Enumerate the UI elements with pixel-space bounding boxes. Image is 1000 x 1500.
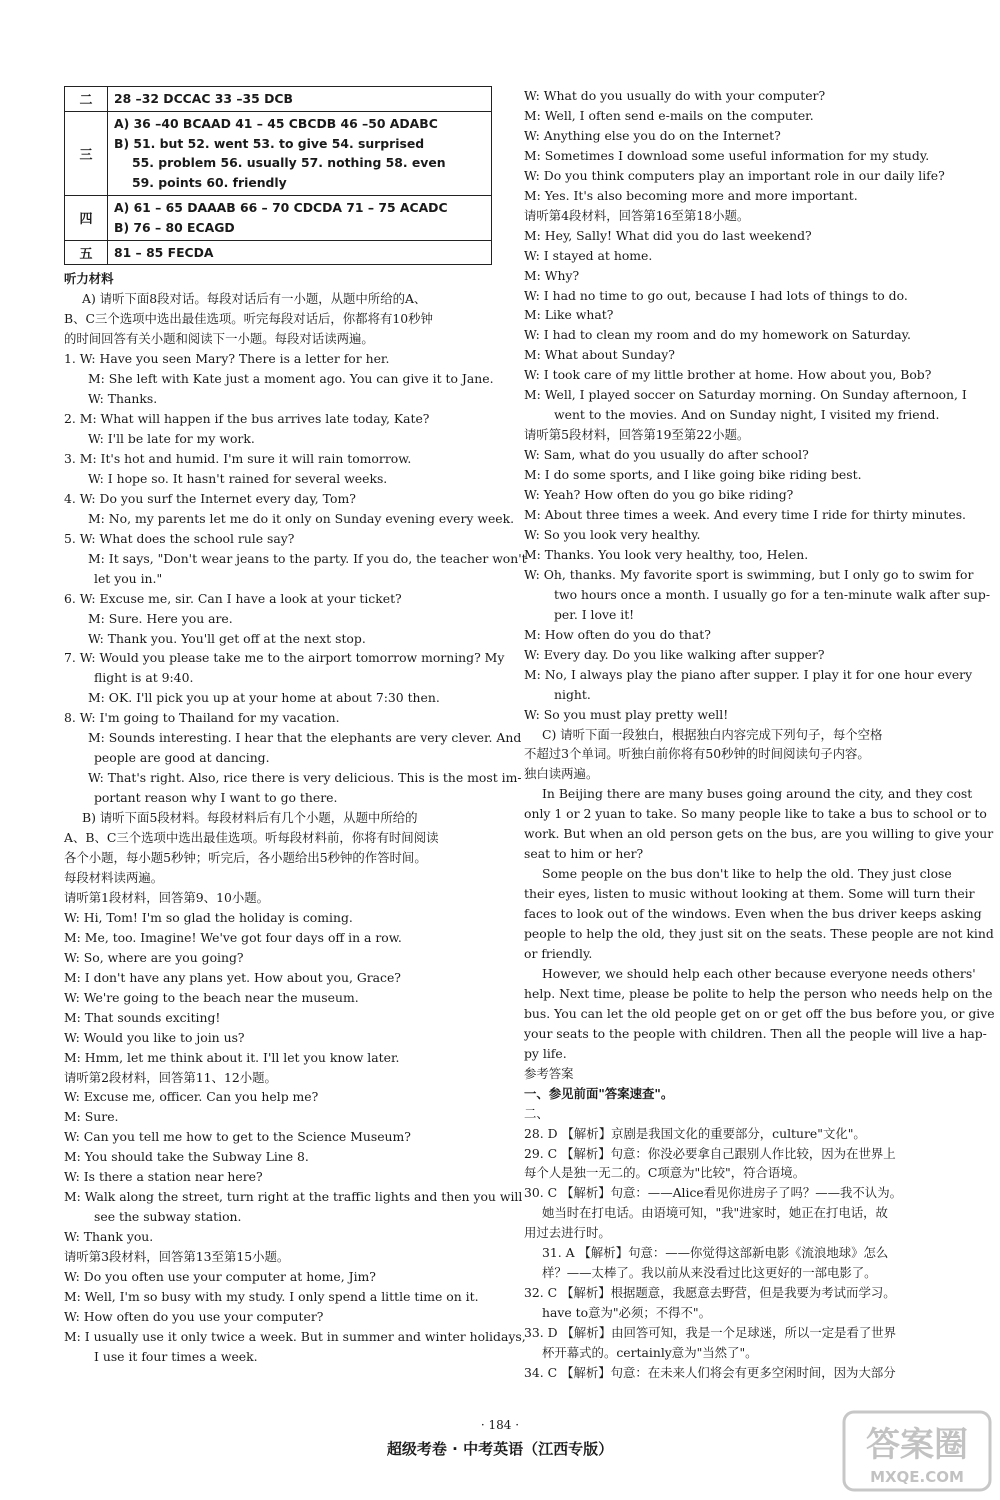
section-answers — [108, 195, 492, 240]
text-line: 32. C 【解析】根据题意，我愿意去野营，但是我要为考试而学习。 — [524, 1285, 896, 1301]
text-line: 2. M: What will happen if the bus arrives late today, Kate? — [64, 411, 430, 427]
text-line: M: Hey, Sally! What did you do last weekend? — [524, 227, 812, 243]
answer-line: 55. problem 56. usually 57. nothing 58. even — [132, 155, 446, 171]
text-line: M: Sounds interesting. I hear that the elephants are very clever. And — [88, 730, 522, 746]
answer-section-row — [65, 111, 492, 195]
text-line: 独白读两遍。 — [524, 766, 599, 782]
text-line: M: Well, I'm so busy with my study. I only spend a little time on it. — [64, 1288, 479, 1304]
text-line: M: How often do you do that? — [524, 626, 711, 642]
text-line: M: Sure. Here you are. — [88, 610, 233, 626]
text-line: 样？——太棒了。我以前从来没看过比这更好的一部电影了。 — [542, 1265, 877, 1281]
text-line: 各个小题，每小题5秒钟；听完后，各小题给出5秒钟的作答时间。 — [64, 850, 427, 866]
listening-script-right — [524, 86, 995, 1383]
answer-section-row — [65, 195, 492, 240]
text-line: two hours once a month. I usually go for a ten-minute walk after sup- — [554, 586, 991, 602]
text-line: W: Oh, thanks. My favorite sport is swimming, but I only go to swim for — [524, 566, 974, 582]
text-line: W: I took care of my little brother at home. How about you, Bob? — [524, 367, 932, 383]
text-line: W: How often do you use your computer? — [64, 1308, 324, 1324]
answer-key-table — [64, 86, 492, 265]
text-line: W: So you look very healthy. — [524, 526, 701, 542]
text-line: M: I do some sports, and I like going bike riding best. — [524, 467, 862, 483]
text-line: M: That sounds exciting! — [64, 1009, 221, 1025]
text-line: W: Sam, what do you usually do after school? — [524, 447, 809, 463]
text-line: W: We're going to the beach near the museum. — [64, 989, 359, 1005]
text-line: W: I hope so. It hasn't rained for several weeks. — [88, 470, 388, 486]
text-line: per. I love it! — [554, 606, 635, 622]
answer-line: B) 76 – 80 ECAGD — [114, 219, 235, 235]
text-line: 请听第5段材料，回答第19至第22小题。 — [524, 427, 750, 443]
text-line: 8. W: I'm going to Thailand for my vacation. — [64, 710, 340, 726]
listening-script-left — [64, 269, 527, 1366]
text-line: W: Is there a station near here? — [64, 1169, 263, 1185]
text-line: portant reason why I want to go there. — [94, 790, 338, 806]
text-line: 5. W: What does the school rule say? — [64, 530, 295, 546]
text-line: 4. W: Do you surf the Internet every day, Tom? — [64, 490, 356, 506]
text-line: W: Yeah? How often do you go bike riding? — [524, 487, 794, 503]
text-line: 请听第1段材料，回答第9、10小题。 — [64, 889, 270, 905]
text-line: W: Anything else you do on the Internet? — [524, 127, 781, 143]
text-line: 的时间回答有关小题和阅读下一小题。每段对话读两遍。 — [64, 331, 374, 347]
text-line: 她当时在打电话。由语境可知，"我"进家时，她正在打电话，故 — [542, 1205, 888, 1221]
text-line: B、C三个选项中选出最佳选项。听完每段对话后，你都将有10秒钟 — [64, 311, 433, 327]
book-title: 超级考卷 · 中考英语（江西专版） — [386, 1440, 614, 1458]
page-number: · 184 · — [480, 1418, 520, 1432]
text-line: people are good at dancing. — [94, 750, 270, 766]
text-line: However, we should help each other because everyone needs others' — [542, 965, 976, 981]
text-line: 33. D 【解析】由回答可知，我是一个足球迷，所以一定是看了世界 — [524, 1325, 897, 1341]
text-line: W: Would you like to join us? — [64, 1029, 245, 1045]
text-line: M: Like what? — [524, 307, 614, 323]
text-line: W: So you must play pretty well! — [524, 706, 729, 722]
text-line: W: Do you often use your computer at home, Jim? — [64, 1269, 376, 1285]
text-line: M: Walk along the street, turn right at the traffic lights and then you will — [64, 1189, 523, 1205]
watermark-url: MXQE.COM — [870, 1468, 964, 1486]
text-line: M: Well, I often send e-mails on the computer. — [524, 107, 814, 123]
text-line: M: No, my parents let me do it only on Sunday evening every week. — [88, 510, 515, 526]
text-line: have to意为"必须；不得不"。 — [542, 1305, 711, 1321]
answer-line: A) 36 –40 BCAAD 41 – 45 CBCDB 46 –50 ADABC — [114, 115, 438, 131]
answer-section-row — [65, 240, 492, 265]
text-line: 请听第4段材料，回答第16至第18小题。 — [524, 207, 750, 223]
text-line: M: Yes. It's also becoming more and more important. — [524, 187, 858, 203]
watermark-text: 答案圈 — [866, 1425, 968, 1465]
section-answers — [108, 240, 492, 265]
right-column — [524, 86, 995, 1383]
answer-line: 28 –32 DCCAC 33 –35 DCB — [114, 91, 293, 106]
text-line: let you in." — [94, 570, 163, 586]
section-answers — [108, 111, 492, 195]
text-line: their eyes, listen to music without looking at them. Some will turn their — [524, 886, 975, 902]
text-line: I use it four times a week. — [94, 1348, 258, 1364]
text-line: M: It says, "Don't wear jeans to the party. If you do, the teacher won't — [88, 550, 527, 566]
text-line: 30. C 【解析】句意：——Alice看见你进房子了吗？——我不认为。 — [524, 1185, 902, 1201]
text-line: A) 请听下面8段对话。每段对话后有一小题，从题中所给的A、 — [82, 291, 427, 307]
text-line: 每个人是独一无二的。C项意为"比较"，符合语境。 — [524, 1165, 806, 1181]
text-line: work. But when an old person gets on the bus, are you willing to give your — [524, 826, 994, 842]
section-answers — [108, 87, 492, 112]
text-line: night. — [554, 686, 591, 702]
answer-line: A) 61 – 65 DAAAB 66 – 70 CDCDA 71 – 75 ACADC — [114, 199, 448, 215]
text-line: W: Every day. Do you like walking after supper? — [524, 646, 825, 662]
text-line: py life. — [524, 1045, 567, 1061]
text-line: W: Thank you. — [64, 1229, 154, 1245]
text-line: 6. W: Excuse me, sir. Can I have a look at your ticket? — [64, 590, 402, 606]
text-line: or friendly. — [524, 945, 593, 961]
section-number: 三 — [65, 111, 108, 195]
text-line: M: Hmm, let me think about it. I'll let you know later. — [64, 1049, 400, 1065]
text-line: M: OK. I'll pick you up at your home at about 7:30 then. — [88, 690, 440, 706]
text-line: 28. D 【解析】京剧是我国文化的重要部分，culture"文化"。 — [524, 1125, 866, 1141]
answer-line: 81 – 85 FECDA — [114, 244, 214, 260]
text-line: W: That's right. Also, rice there is very delicious. This is the most im- — [88, 770, 522, 786]
text-line: W: Can you tell me how to get to the Science Museum? — [64, 1129, 411, 1145]
section-number: 四 — [65, 195, 108, 240]
text-line: M: You should take the Subway Line 8. — [64, 1149, 309, 1165]
text-line: people to help the old, they just sit on the seats. These people are not kind — [524, 926, 994, 942]
text-line: 用过去进行时。 — [524, 1225, 611, 1241]
text-line: W: Hi, Tom! I'm so glad the holiday is coming. — [64, 909, 353, 925]
text-line: see the subway station. — [94, 1209, 242, 1225]
text-line: seat to him or her? — [524, 846, 644, 862]
text-line: went to the movies. And on Sunday night, I visited my friend. — [554, 407, 940, 423]
text-line: M: Sure. — [64, 1109, 119, 1125]
text-line: W: Excuse me, officer. Can you help me? — [64, 1089, 319, 1105]
answer-line: B) 51. but 52. went 53. to give 54. surprised — [114, 135, 425, 151]
text-line: M: I usually use it only twice a week. But in summer and winter holidays, — [64, 1328, 526, 1344]
text-line: M: Why? — [524, 267, 580, 283]
text-line: 杯开幕式的。certainly意为"当然了"。 — [542, 1345, 758, 1361]
text-line: M: What about Sunday? — [524, 347, 675, 363]
text-line: faces to look out of the windows. Even when the bus driver keeps asking — [524, 906, 982, 922]
text-line: M: No, I always play the piano after supper. I play it for one hour every — [524, 666, 973, 682]
text-line: 二、 — [524, 1105, 549, 1121]
text-line: only 1 or 2 yuan to take. So many people like to take a bus to school or to — [524, 806, 987, 822]
text-line: 34. C 【解析】句意：在未来人们将会有更多空闲时间，因为大部分 — [524, 1365, 896, 1380]
text-line: M: Me, too. Imagine! We've got four days off in a row. — [64, 929, 402, 945]
left-column — [64, 86, 527, 1367]
text-line: W: What do you usually do with your computer? — [524, 88, 826, 103]
text-line: 每段材料读两遍。 — [64, 869, 164, 885]
text-line: W: Thank you. You'll get off at the next stop. — [88, 630, 366, 646]
text-line: flight is at 9:40. — [94, 670, 194, 686]
answer-section-row — [65, 87, 492, 112]
text-line: 29. C 【解析】句意：你没必要拿自己跟别人作比较，因为在世界上 — [524, 1145, 896, 1161]
text-line: W: So, where are you going? — [64, 949, 244, 965]
watermark-logo-icon — [842, 1410, 992, 1492]
text-line: 请听第3段材料，回答第13至第15小题。 — [64, 1249, 290, 1265]
text-line: M: Well, I played soccer on Saturday morning. On Sunday afternoon, I — [524, 387, 967, 403]
text-line: 3. M: It's hot and humid. I'm sure it will rain tomorrow. — [64, 450, 412, 466]
text-line: bus. You can let the old people get on or get off the bus before you, or give — [524, 1005, 995, 1021]
text-line: B) 请听下面5段材料。每段材料后有几个小题，从题中所给的 — [82, 810, 418, 826]
text-line: 请听第2段材料，回答第11、12小题。 — [64, 1069, 277, 1085]
text-line: W: I'll be late for my work. — [88, 431, 255, 446]
text-line: Some people on the bus don't like to help the old. They just close — [542, 866, 952, 882]
text-line: W: Thanks. — [88, 391, 158, 407]
section-number: 五 — [65, 240, 108, 265]
text-line: 听力材料 — [64, 271, 114, 287]
answer-line: 59. points 60. friendly — [132, 175, 287, 191]
text-line: A、B、C三个选项中选出最佳选项。听每段材料前，你将有时间阅读 — [64, 830, 439, 846]
text-line: M: Thanks. You look very healthy, too, Helen. — [524, 546, 809, 562]
text-line: 不超过3个单词。听独白前你将有50秒钟的时间阅读句子内容。 — [524, 746, 870, 762]
text-line: In Beijing there are many buses going around the city, and they cost — [542, 786, 973, 802]
text-line: M: I don't have any plans yet. How about you, Grace? — [64, 969, 401, 985]
text-line: 7. W: Would you please take me to the airport tomorrow morning? My — [64, 650, 505, 666]
text-line: help. Next time, please be polite to help the person who needs help on the — [524, 985, 993, 1001]
text-line: 1. W: Have you seen Mary? There is a letter for her. — [64, 351, 390, 367]
text-line: M: About three times a week. And every time I ride for thirty minutes. — [524, 507, 966, 523]
text-line: M: Sometimes I download some useful information for my study. — [524, 147, 930, 163]
text-line: 一、参见前面"答案速查"。 — [524, 1085, 674, 1101]
text-line: your seats to the people with children. Then all the people will live a hap- — [524, 1025, 987, 1041]
text-line: W: I stayed at home. — [524, 247, 653, 263]
section-number: 二 — [65, 87, 108, 112]
text-line: 参考答案 — [524, 1065, 574, 1081]
text-line: W: Do you think computers play an important role in our daily life? — [524, 167, 945, 183]
text-line: W: I had no time to go out, because I had lots of things to do. — [524, 287, 908, 303]
text-line: M: She left with Kate just a moment ago. You can give it to Jane. — [88, 371, 494, 387]
text-line: 31. A 【解析】句意：——你觉得这部新电影《流浪地球》怎么 — [542, 1245, 889, 1261]
text-line: W: I had to clean my room and do my homework on Saturday. — [524, 327, 911, 343]
text-line: C) 请听下面一段独白，根据独白内容完成下列句子，每个空格 — [542, 726, 883, 742]
